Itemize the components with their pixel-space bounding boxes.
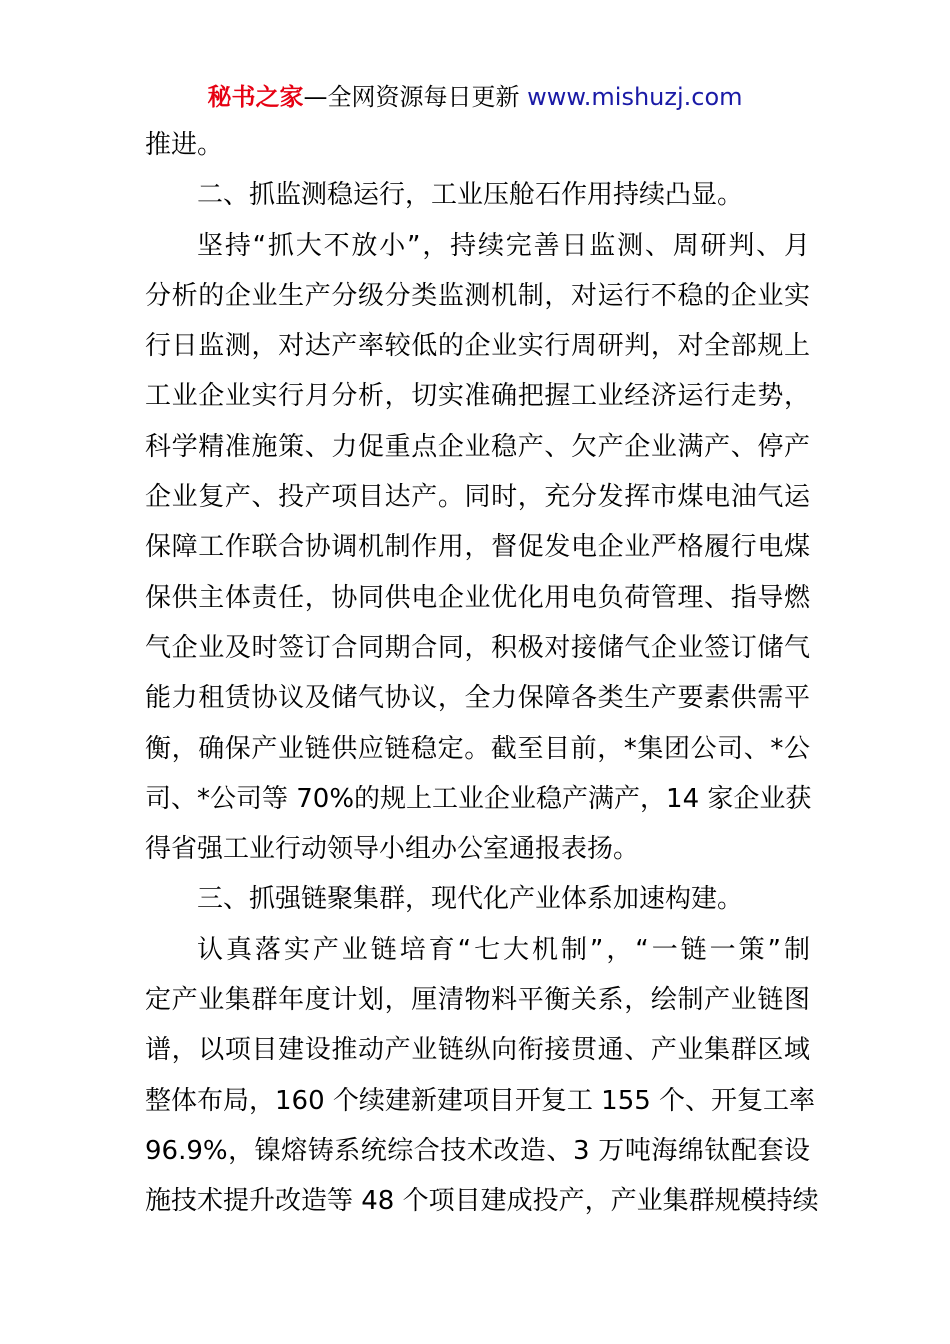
- paragraph-line: 坚持“抓大不放小”，持续完善日监测、周研判、月: [197, 230, 810, 261]
- document-body: [145, 120, 819, 1227]
- paragraph-line: 推进。: [145, 130, 224, 160]
- paragraph-line: 能力租赁协议及储气协议，全力保障各类生产要素供需平: [145, 683, 810, 714]
- paragraph-line: 行日监测，对达产率较低的企业实行周研判，对全部规上: [145, 331, 810, 362]
- site-tagline: —全网资源每日更新: [303, 83, 528, 111]
- paragraph-line: 认真落实产业链培育“七大机制”，“一链一策”制: [197, 934, 810, 965]
- paragraph-line: 施技术提升改造等 48 个项目建成投产，产业集群规模持续: [145, 1186, 819, 1217]
- paragraph-line: 科学精准施策、力促重点企业稳产、欠产企业满产、停产: [145, 431, 810, 462]
- paragraph-line: 得省强工业行动领导小组办公室通报表扬。: [145, 834, 640, 865]
- paragraph-line: 工业企业实行月分析，切实准确把握工业经济运行走势，: [145, 381, 810, 412]
- paragraph-line: 气企业及时签订合同期合同，积极对接储气企业签订储气: [145, 632, 810, 663]
- section-heading: 三、抓强链聚集群，现代化产业体系加速构建。: [197, 884, 744, 915]
- section-heading: 二、抓监测稳运行，工业压舱石作用持续凸显。: [197, 180, 744, 211]
- paragraph-line: 定产业集群年度计划，厘清物料平衡关系，绘制产业链图: [145, 985, 810, 1016]
- paragraph-line: 司、*公司等 70%的规上工业企业稳产满产，14 家企业获: [145, 783, 812, 814]
- paragraph-line: 衡，确保产业链供应链稳定。截至目前，*集团公司、*公: [145, 733, 810, 764]
- site-header: [0, 80, 950, 114]
- site-brand: 秘书之家: [207, 83, 304, 111]
- paragraph-line: 96.9%，镍熔铸系统综合技术改造、3 万吨海绵钛配套设: [145, 1135, 810, 1166]
- paragraph-line: 整体布局，160 个续建新建项目开复工 155 个、开复工率: [145, 1085, 816, 1116]
- paragraph-line: 保供主体责任，协同供电企业优化用电负荷管理、指导燃: [145, 582, 810, 613]
- paragraph-line: 谱，以项目建设推动产业链纵向衔接贯通、产业集群区域: [145, 1035, 810, 1066]
- paragraph-line: 企业复产、投产项目达产。同时，充分发挥市煤电油气运: [145, 482, 810, 513]
- paragraph-line: 保障工作联合协调机制作用，督促发电企业严格履行电煤: [145, 532, 810, 563]
- paragraph-line: 分析的企业生产分级分类监测机制，对运行不稳的企业实: [145, 280, 810, 311]
- site-url-link[interactable]: www.mishuzj.com: [527, 83, 743, 111]
